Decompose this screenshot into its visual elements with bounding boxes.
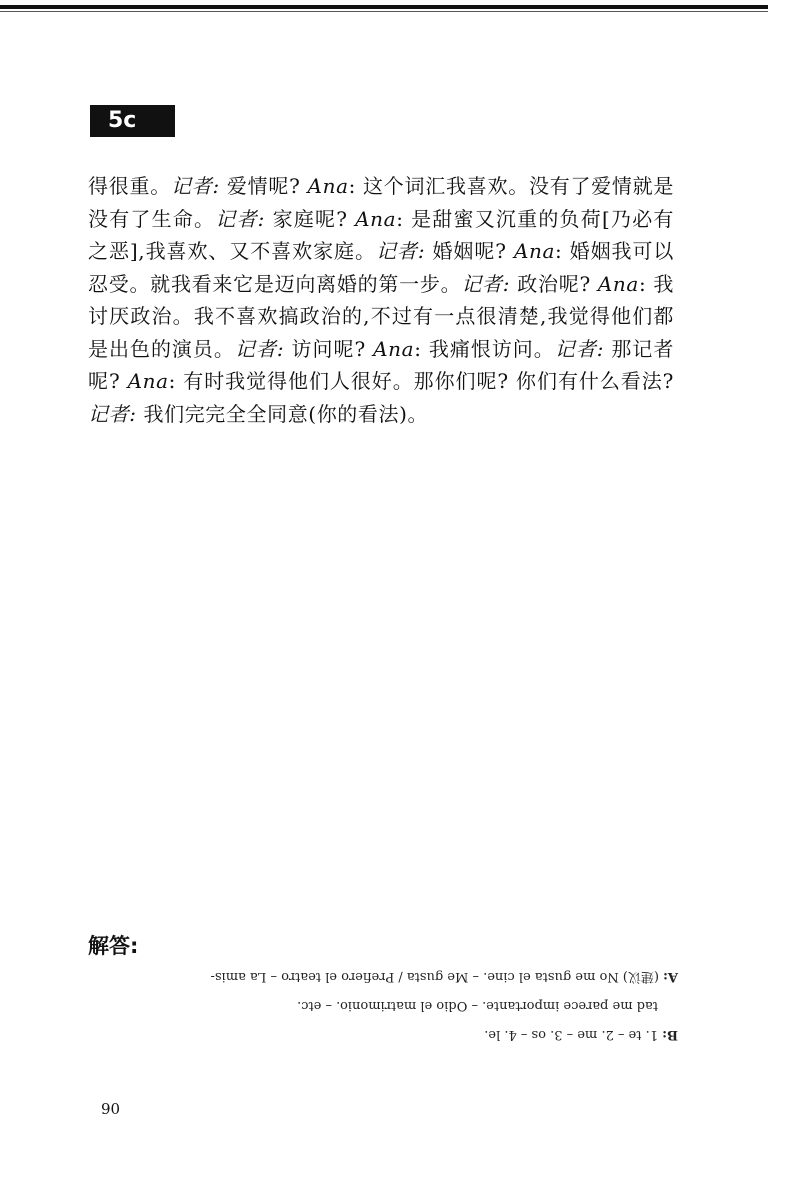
dialogue-text: : 婚姻我可以忍受。就我看来它是迈向离婚的第一步。 (88, 239, 675, 296)
dialogue-paragraph (88, 170, 674, 430)
dialogue-text: 婚姻呢? (425, 239, 514, 263)
dialogue-text: 家庭呢? (265, 206, 356, 231)
answers-upside-down (88, 962, 678, 1049)
speaker-label: 记者: (170, 174, 220, 198)
speaker-label: Ana (307, 174, 349, 198)
answer-a-label: A: (663, 969, 678, 984)
speaker-label: 记者: (88, 401, 137, 426)
dialogue-text: 我们完完全全同意(你的看法)。 (136, 401, 429, 426)
answer-line-a (88, 962, 678, 991)
answer-a-text-continued: tad me parece importante. – Odio el matrimonio. – etc. (297, 998, 658, 1013)
answer-line-b (88, 1020, 678, 1049)
speaker-label: Ana (373, 336, 415, 361)
dialogue-text: 访问呢? (284, 336, 374, 361)
answer-b-text: 1. te – 2. me – 3. os – 4. le. (484, 1027, 659, 1042)
top-rule (0, 5, 768, 9)
top-rule-thin (0, 11, 768, 12)
dialogue-text: : 有时我觉得他们人很好。那你们呢? 你们有什么看法? (168, 369, 674, 393)
speaker-label: 记者: (461, 271, 511, 296)
dialogue-text: : 我讨厌政治。我不喜欢搞政治的,不过有一点很清楚,我觉得他们都是出色的演员。 (88, 271, 674, 361)
dialogue-text: : 这个词汇我喜欢。没有了爱情就是没有了生命。 (88, 174, 675, 231)
page-number: 90 (101, 1100, 121, 1118)
speaker-label: Ana (513, 239, 555, 263)
speaker-label: 记者: (215, 206, 266, 231)
speaker-label: 记者: (234, 336, 285, 361)
dialogue-text: 那记者呢? (88, 336, 674, 393)
speaker-label: Ana (597, 271, 639, 296)
speaker-label: 记者: (554, 336, 605, 361)
dialogue-text: 爱情呢? (219, 174, 308, 198)
dialogue-text: : 是甜蜜又沉重的负荷[乃必有之恶],我喜欢、又不喜欢家庭。 (88, 206, 674, 263)
dialogue-text: 得很重。 (88, 174, 171, 198)
dialogue-text: : 我痛恨访问。 (414, 336, 555, 361)
section-label: 5c (90, 105, 175, 137)
answer-line-a-cont (88, 991, 678, 1020)
answer-a-text: (建议) No me gusta el cine. – Me gusta / Prefiero el teatro – La amis- (210, 969, 659, 984)
answers-heading: 解答: (88, 934, 139, 958)
dialogue-text: 政治呢? (510, 271, 598, 296)
speaker-label: Ana (355, 206, 397, 231)
answer-b-label: B: (662, 1027, 678, 1042)
speaker-label: Ana (127, 369, 169, 393)
speaker-label: 记者: (375, 239, 426, 263)
